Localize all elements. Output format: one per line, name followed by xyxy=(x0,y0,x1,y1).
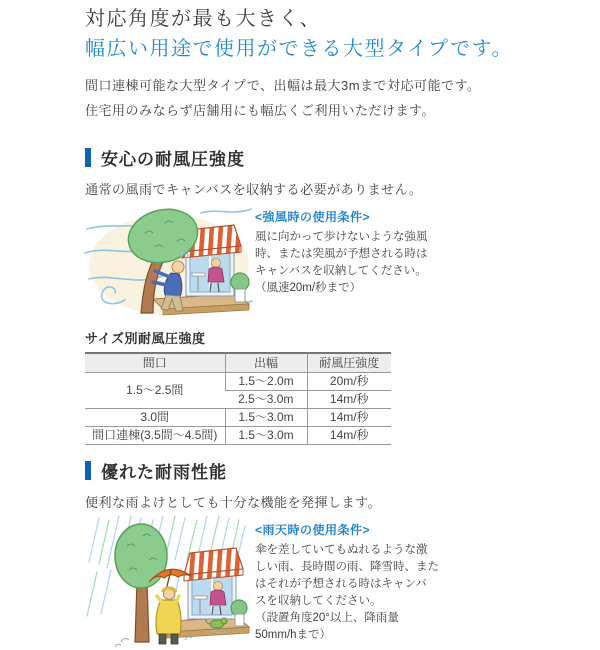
cell-strength: 14m/秒 xyxy=(307,427,391,445)
section-marker-bar xyxy=(85,461,91,480)
intro-line2: 住宅用のみならず店舗用にも幅広くご利用いただけます。 xyxy=(85,103,435,118)
wind-condition-line: 風に向かって歩けないような強風 xyxy=(255,231,428,243)
rain-condition-title: <雨天時の使用条件> xyxy=(255,523,371,537)
rain-illustration-svg xyxy=(85,516,253,650)
wind-section-header xyxy=(85,145,600,170)
rain-condition-line: （設置角度20°以上、降雨量 xyxy=(255,612,399,624)
table-row xyxy=(85,427,391,445)
person-inside-head xyxy=(212,259,221,268)
headline-line2-accent: 幅広い用途で使用ができる大型タイプです。 xyxy=(85,38,513,60)
page-headline xyxy=(85,4,600,64)
wind-section-title: 安心の耐風圧強度 xyxy=(101,150,245,169)
person-inside-body xyxy=(208,267,224,282)
table-row xyxy=(85,409,391,427)
cell-debaba: 2.5～3.0m xyxy=(225,391,307,409)
intro-paragraph xyxy=(85,73,600,123)
rain-condition-line: 傘を差していてもぬれるような激 xyxy=(255,544,428,556)
shrub xyxy=(231,273,249,291)
planter xyxy=(235,289,245,302)
cell-debaba: 1.5～3.0m xyxy=(225,409,307,427)
table-header-row xyxy=(85,353,391,373)
cafe-table xyxy=(194,596,207,599)
cell-strength: 14m/秒 xyxy=(307,391,391,409)
cafe-table xyxy=(192,273,205,276)
raincoat xyxy=(156,600,181,634)
table-row xyxy=(85,373,391,391)
rain-section-lead: 便利な雨よけとしても十分な機能を発揮します。 xyxy=(85,495,381,510)
rain-condition-line: 50mm/hまで） xyxy=(255,629,332,641)
wind-illustration-svg xyxy=(85,203,253,319)
rain-figure-row xyxy=(85,516,600,650)
wind-section-lead: 通常の風雨でキャンバスを収納する必要がありません。 xyxy=(85,182,423,197)
col-header-maguchi: 間口 xyxy=(85,353,225,373)
rain-condition-line: スを収納してください。 xyxy=(255,595,382,607)
intro-line1: 間口連棟可能な大型タイプで、出幅は最大3mまで対応可能です。 xyxy=(85,78,481,93)
person-inside-body xyxy=(210,590,226,605)
cell-strength: 14m/秒 xyxy=(307,409,391,427)
rain-condition-line: はそれが予想される時はキャンバ xyxy=(255,578,427,590)
rain-condition-line: しい雨、長時間の雨、降雪時、また xyxy=(255,561,439,573)
awning xyxy=(184,548,243,581)
wind-figure-row xyxy=(85,203,600,319)
wind-condition-line: キャンバスを収納してください。 xyxy=(255,265,427,277)
cell-maguchi: 間口連棟(3.5間～4.5間) xyxy=(85,427,225,445)
cell-maguchi: 3.0間 xyxy=(85,409,225,427)
planter xyxy=(235,614,244,626)
person-inside-head xyxy=(214,582,223,591)
rain-section-title: 優れた耐雨性能 xyxy=(101,463,227,482)
headline-line1: 対応角度が最も大きく、 xyxy=(85,8,322,30)
rain-illustration xyxy=(85,516,253,650)
wind-condition-line: （風速20m/秒まで） xyxy=(255,282,362,294)
cell-debaba: 1.5～3.0m xyxy=(225,427,307,445)
rain-section-header xyxy=(85,458,600,483)
spec-table-title: サイズ別耐風圧強度 xyxy=(85,331,206,346)
rain-usage-conditions xyxy=(255,516,500,644)
wind-condition-line: 時、または突風が予想される時は xyxy=(255,248,428,260)
section-marker-bar xyxy=(85,148,91,167)
cell-maguchi: 1.5～2.5間 xyxy=(85,373,225,409)
wind-illustration xyxy=(85,203,253,319)
cell-strength: 20m/秒 xyxy=(307,373,391,391)
col-header-strength: 耐風圧強度 xyxy=(307,353,391,373)
wind-strength-spec-table xyxy=(85,352,391,445)
wind-usage-conditions xyxy=(255,203,500,297)
col-header-debaba: 出幅 xyxy=(225,353,307,373)
wind-condition-title: <強風時の使用条件> xyxy=(255,210,371,224)
cell-debaba: 1.5～2.0m xyxy=(225,373,307,391)
